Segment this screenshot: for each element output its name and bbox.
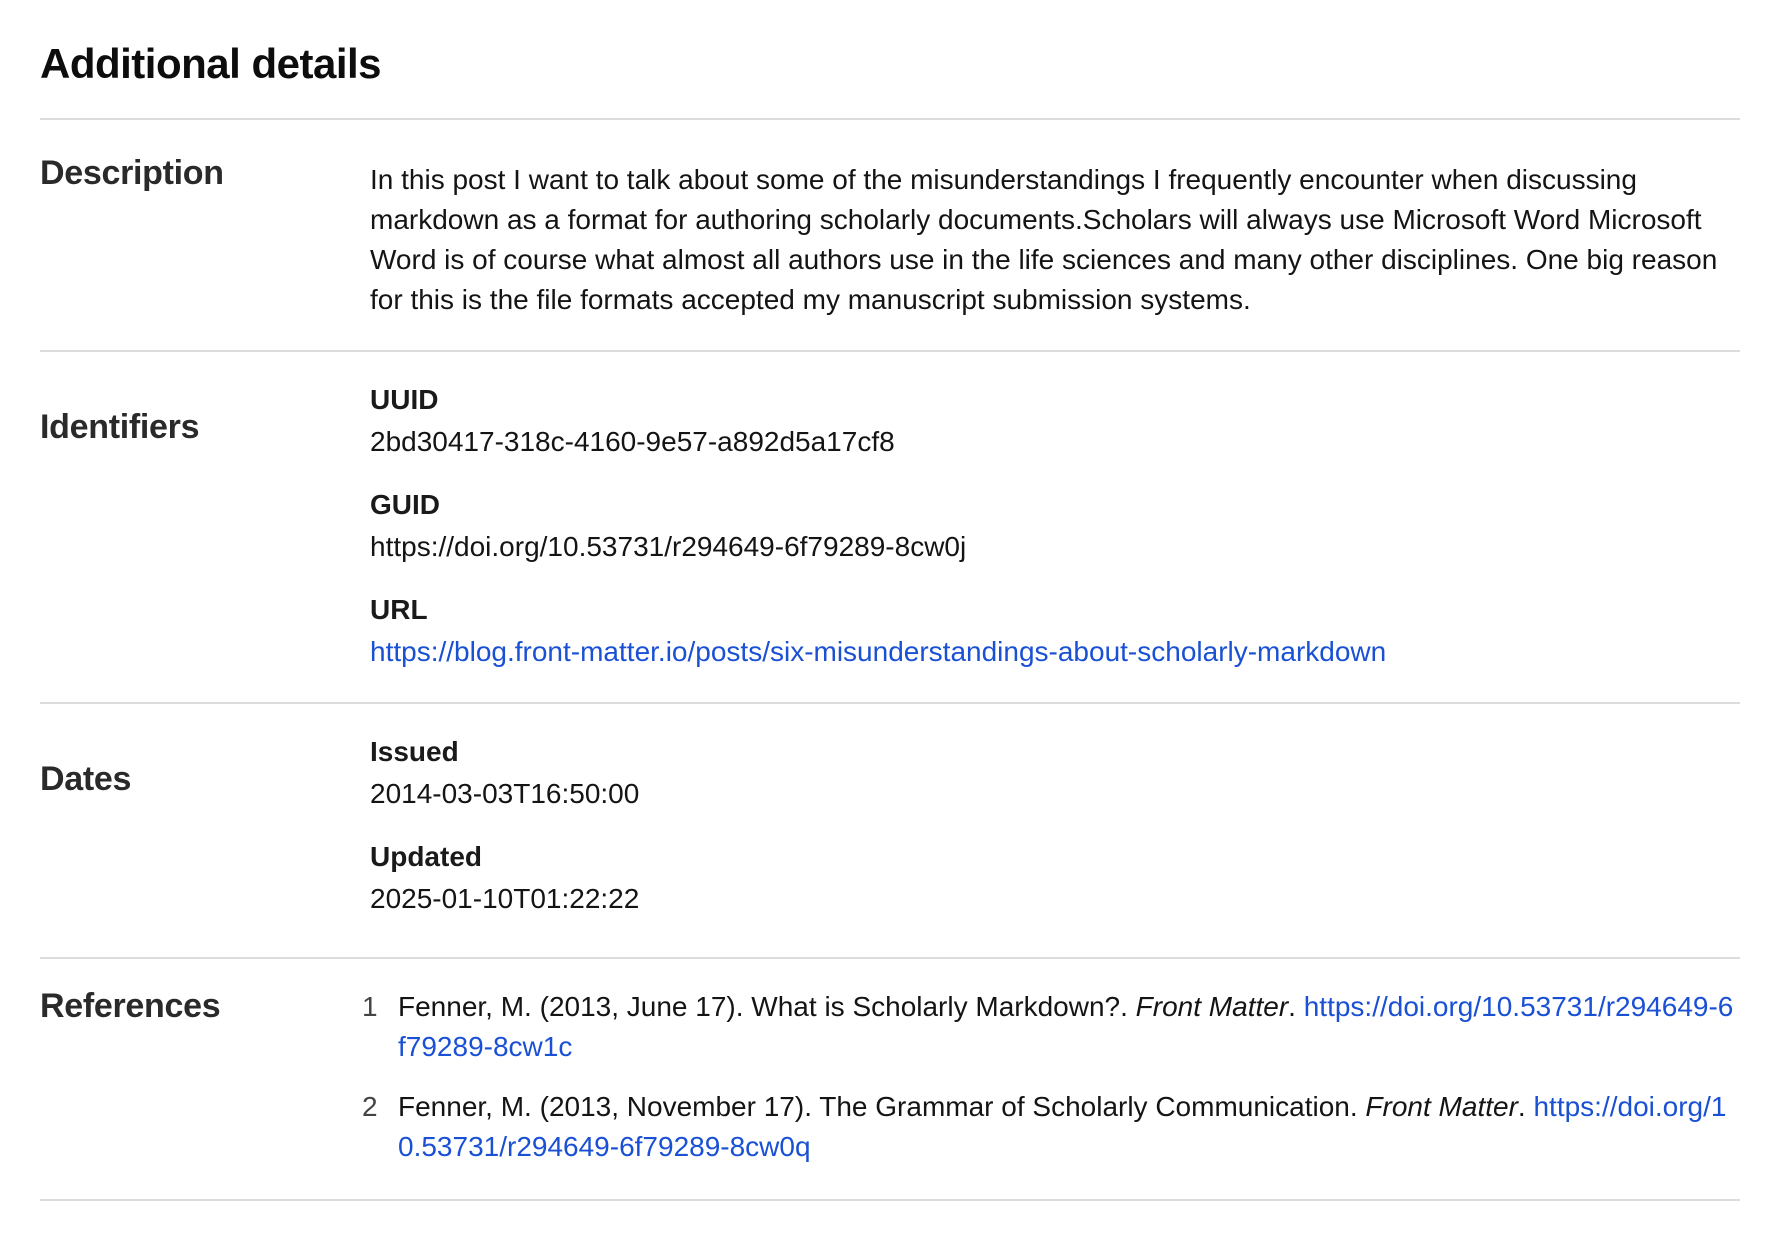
reference-separator: .	[1288, 991, 1304, 1022]
reference-journal: Front Matter	[1135, 991, 1289, 1022]
reference-number: 2	[362, 1091, 378, 1122]
description-text: In this post I want to talk about some of the misunderstandings I frequently encounter when discussing markdown as a format for authoring scholarly documents.Scholars will always use Microsoft Word Microsoft Word is of course what almost all authors use in the life sciences and many other disciplines. One big reason for this is the file formats accepted my manuscript submission systems.	[370, 164, 1718, 315]
divider	[40, 1199, 1740, 1201]
updated-label: Updated	[370, 841, 482, 872]
references-label: References	[40, 987, 221, 1025]
description-section	[40, 120, 1740, 350]
uuid-value: 2bd30417-318c-4160-9e57-a892d5a17cf8	[370, 426, 895, 457]
updated-field	[370, 837, 1740, 921]
list-item	[362, 1087, 1740, 1167]
identifiers-body	[370, 380, 1740, 674]
reference-number: 1	[362, 991, 378, 1022]
dates-section	[40, 704, 1740, 957]
guid-field	[370, 485, 1740, 569]
issued-field	[370, 732, 1740, 816]
reference-text	[398, 1087, 1740, 1167]
dates-label: Dates	[40, 760, 132, 798]
identifiers-label: Identifiers	[40, 408, 200, 446]
dates-body	[370, 732, 1740, 921]
list-item	[362, 987, 1740, 1067]
url-field	[370, 590, 1740, 674]
issued-label: Issued	[370, 736, 459, 767]
reference-citation: Fenner, M. (2013, November 17). The Grammar of Scholarly Communication.	[398, 1091, 1366, 1122]
references-section	[40, 959, 1740, 1199]
description-label: Description	[40, 154, 224, 192]
references-body	[362, 987, 1740, 1167]
reference-journal: Front Matter	[1365, 1091, 1518, 1122]
reference-separator: .	[1517, 1091, 1534, 1122]
reference-doi-link[interactable]: https://doi.org/10.53731/r294649-6f79289-8cw0q	[398, 1091, 1727, 1162]
reference-doi-link[interactable]: https://doi.org/10.53731/r294649-6f79289-8cw1c	[398, 991, 1734, 1062]
uuid-field	[370, 380, 1740, 464]
identifiers-section	[40, 352, 1740, 702]
guid-label: GUID	[370, 489, 440, 520]
url-label: URL	[370, 594, 428, 625]
uuid-label: UUID	[370, 384, 439, 415]
updated-value: 2025-01-10T01:22:22	[370, 883, 640, 914]
references-list	[362, 987, 1740, 1167]
issued-value: 2014-03-03T16:50:00	[370, 778, 640, 809]
reference-citation: Fenner, M. (2013, June 17). What is Scholarly Markdown?.	[398, 991, 1136, 1022]
guid-value: https://doi.org/10.53731/r294649-6f79289-8cw0j	[370, 531, 967, 562]
reference-text	[398, 987, 1740, 1067]
page-title: Additional details	[40, 40, 382, 87]
url-link[interactable]: https://blog.front-matter.io/posts/six-misunderstandings-about-scholarly-markdown	[370, 636, 1387, 667]
